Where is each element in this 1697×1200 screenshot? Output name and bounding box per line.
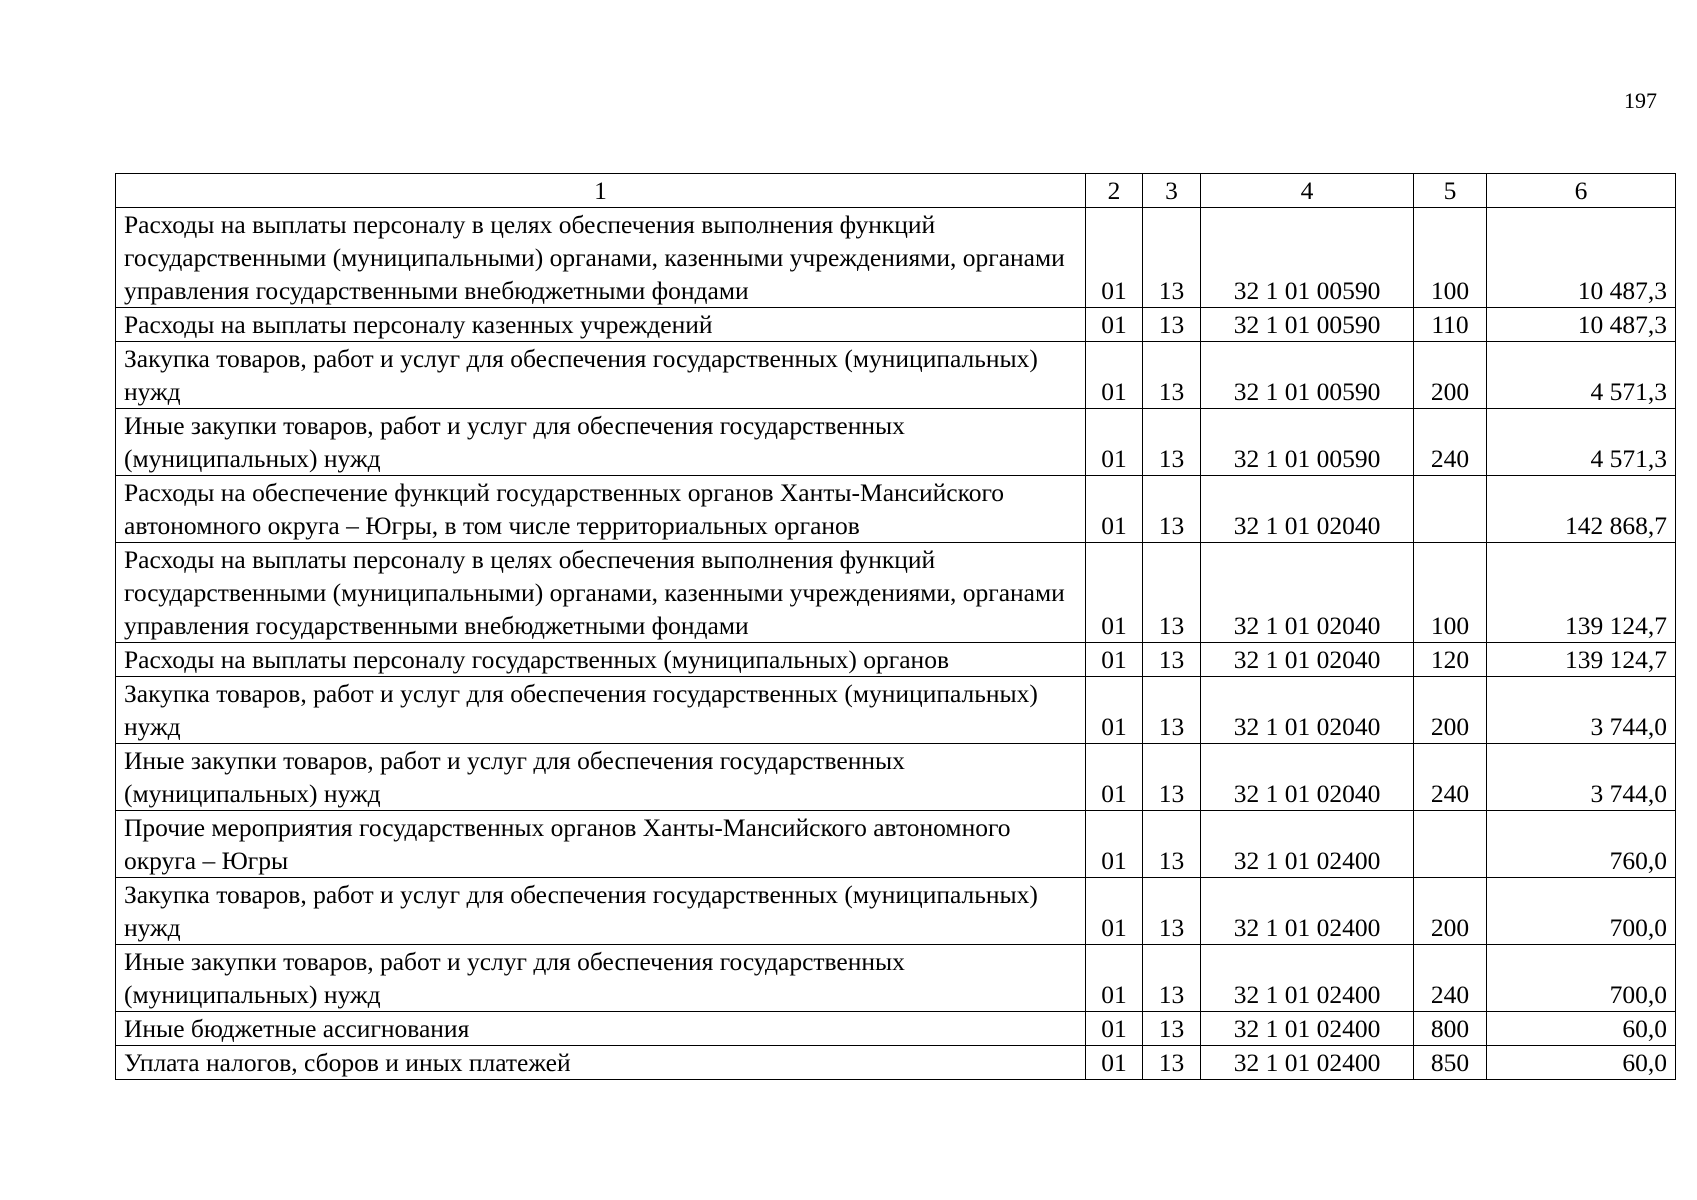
subsection-code-cell: 13 xyxy=(1143,1046,1201,1080)
target-article-cell: 32 1 01 02400 xyxy=(1201,1046,1414,1080)
header-cell-5: 5 xyxy=(1414,174,1487,208)
section-code-cell: 01 xyxy=(1086,543,1143,643)
amount-cell: 700,0 xyxy=(1487,878,1676,945)
table-row xyxy=(116,878,1676,945)
expense-type-cell: 100 xyxy=(1414,543,1487,643)
target-article-cell: 32 1 01 02040 xyxy=(1201,677,1414,744)
subsection-code-cell: 13 xyxy=(1143,476,1201,543)
section-code-cell: 01 xyxy=(1086,878,1143,945)
subsection-code-cell: 13 xyxy=(1143,208,1201,308)
expense-name-cell: Иные закупки товаров, работ и услуг для обеспечения государственных (муниципальных) нужд xyxy=(116,409,1086,476)
target-article-cell: 32 1 01 00590 xyxy=(1201,342,1414,409)
header-cell-4: 4 xyxy=(1201,174,1414,208)
target-article-cell: 32 1 01 02040 xyxy=(1201,476,1414,543)
section-code-cell: 01 xyxy=(1086,945,1143,1012)
table-row xyxy=(116,744,1676,811)
amount-cell: 139 124,7 xyxy=(1487,643,1676,677)
table-row xyxy=(116,308,1676,342)
target-article-cell: 32 1 01 00590 xyxy=(1201,308,1414,342)
expense-type-cell: 240 xyxy=(1414,409,1487,476)
expense-name-cell: Иные закупки товаров, работ и услуг для обеспечения государственных (муниципальных) нужд xyxy=(116,744,1086,811)
subsection-code-cell: 13 xyxy=(1143,677,1201,744)
header-cell-3: 3 xyxy=(1143,174,1201,208)
section-code-cell: 01 xyxy=(1086,476,1143,543)
expense-type-cell: 240 xyxy=(1414,744,1487,811)
section-code-cell: 01 xyxy=(1086,1046,1143,1080)
table-row xyxy=(116,945,1676,1012)
target-article-cell: 32 1 01 00590 xyxy=(1201,409,1414,476)
budget-table xyxy=(115,173,1676,1080)
amount-cell: 60,0 xyxy=(1487,1046,1676,1080)
amount-cell: 142 868,7 xyxy=(1487,476,1676,543)
expense-type-cell: 240 xyxy=(1414,945,1487,1012)
subsection-code-cell: 13 xyxy=(1143,811,1201,878)
expense-name-cell: Расходы на выплаты персоналу в целях обеспечения выполнения функций государственными (муниципальными) органами, казенными учреждениями, органами управления государственными внебюджетными фондами xyxy=(116,208,1086,308)
section-code-cell: 01 xyxy=(1086,643,1143,677)
section-code-cell: 01 xyxy=(1086,308,1143,342)
target-article-cell: 32 1 01 02040 xyxy=(1201,643,1414,677)
subsection-code-cell: 13 xyxy=(1143,342,1201,409)
subsection-code-cell: 13 xyxy=(1143,308,1201,342)
amount-cell: 60,0 xyxy=(1487,1012,1676,1046)
section-code-cell: 01 xyxy=(1086,208,1143,308)
section-code-cell: 01 xyxy=(1086,1012,1143,1046)
expense-type-cell: 200 xyxy=(1414,677,1487,744)
section-code-cell: 01 xyxy=(1086,811,1143,878)
amount-cell: 700,0 xyxy=(1487,945,1676,1012)
section-code-cell: 01 xyxy=(1086,677,1143,744)
expense-name-cell: Закупка товаров, работ и услуг для обеспечения государственных (муниципальных) нужд xyxy=(116,342,1086,409)
expense-name-cell: Иные бюджетные ассигнования xyxy=(116,1012,1086,1046)
expense-name-cell: Закупка товаров, работ и услуг для обеспечения государственных (муниципальных) нужд xyxy=(116,677,1086,744)
header-row xyxy=(116,174,1676,208)
expense-type-cell: 200 xyxy=(1414,342,1487,409)
header-cell-1: 1 xyxy=(116,174,1086,208)
table-row xyxy=(116,677,1676,744)
expense-name-cell: Расходы на выплаты персоналу государственных (муниципальных) органов xyxy=(116,643,1086,677)
table-row xyxy=(116,1012,1676,1046)
amount-cell: 760,0 xyxy=(1487,811,1676,878)
expense-type-cell: 110 xyxy=(1414,308,1487,342)
table-row xyxy=(116,208,1676,308)
table-row xyxy=(116,643,1676,677)
section-code-cell: 01 xyxy=(1086,342,1143,409)
section-code-cell: 01 xyxy=(1086,409,1143,476)
subsection-code-cell: 13 xyxy=(1143,1012,1201,1046)
amount-cell: 10 487,3 xyxy=(1487,208,1676,308)
table-row xyxy=(116,811,1676,878)
header-cell-6: 6 xyxy=(1487,174,1676,208)
expense-type-cell: 850 xyxy=(1414,1046,1487,1080)
expense-type-cell: 100 xyxy=(1414,208,1487,308)
header-cell-2: 2 xyxy=(1086,174,1143,208)
amount-cell: 4 571,3 xyxy=(1487,409,1676,476)
table-row xyxy=(116,476,1676,543)
expense-name-cell: Прочие мероприятия государственных органов Ханты-Мансийского автономного округа – Югры xyxy=(116,811,1086,878)
page-number: 197 xyxy=(1624,88,1657,113)
amount-cell: 3 744,0 xyxy=(1487,677,1676,744)
subsection-code-cell: 13 xyxy=(1143,409,1201,476)
subsection-code-cell: 13 xyxy=(1143,543,1201,643)
expense-name-cell: Закупка товаров, работ и услуг для обеспечения государственных (муниципальных) нужд xyxy=(116,878,1086,945)
amount-cell: 3 744,0 xyxy=(1487,744,1676,811)
target-article-cell: 32 1 01 02400 xyxy=(1201,878,1414,945)
amount-cell: 139 124,7 xyxy=(1487,543,1676,643)
expense-type-cell: 120 xyxy=(1414,643,1487,677)
target-article-cell: 32 1 01 00590 xyxy=(1201,208,1414,308)
subsection-code-cell: 13 xyxy=(1143,643,1201,677)
subsection-code-cell: 13 xyxy=(1143,744,1201,811)
expense-name-cell: Уплата налогов, сборов и иных платежей xyxy=(116,1046,1086,1080)
table-row xyxy=(116,342,1676,409)
table-row xyxy=(116,543,1676,643)
subsection-code-cell: 13 xyxy=(1143,878,1201,945)
expense-type-cell xyxy=(1414,476,1487,543)
expense-type-cell: 800 xyxy=(1414,1012,1487,1046)
amount-cell: 10 487,3 xyxy=(1487,308,1676,342)
expense-name-cell: Расходы на выплаты персоналу казенных учреждений xyxy=(116,308,1086,342)
section-code-cell: 01 xyxy=(1086,744,1143,811)
target-article-cell: 32 1 01 02400 xyxy=(1201,945,1414,1012)
subsection-code-cell: 13 xyxy=(1143,945,1201,1012)
target-article-cell: 32 1 01 02040 xyxy=(1201,744,1414,811)
target-article-cell: 32 1 01 02400 xyxy=(1201,1012,1414,1046)
expense-name-cell: Иные закупки товаров, работ и услуг для обеспечения государственных (муниципальных) нужд xyxy=(116,945,1086,1012)
table-row xyxy=(116,409,1676,476)
expense-name-cell: Расходы на обеспечение функций государственных органов Ханты-Мансийского автономного округа – Югры, в том числе территориальных органов xyxy=(116,476,1086,543)
expense-type-cell xyxy=(1414,811,1487,878)
table-row xyxy=(116,1046,1676,1080)
expense-name-cell: Расходы на выплаты персоналу в целях обеспечения выполнения функций государственными (муниципальными) органами, казенными учреждениями, органами управления государственными внебюджетными фондами xyxy=(116,543,1086,643)
expense-type-cell: 200 xyxy=(1414,878,1487,945)
amount-cell: 4 571,3 xyxy=(1487,342,1676,409)
target-article-cell: 32 1 01 02400 xyxy=(1201,811,1414,878)
target-article-cell: 32 1 01 02040 xyxy=(1201,543,1414,643)
